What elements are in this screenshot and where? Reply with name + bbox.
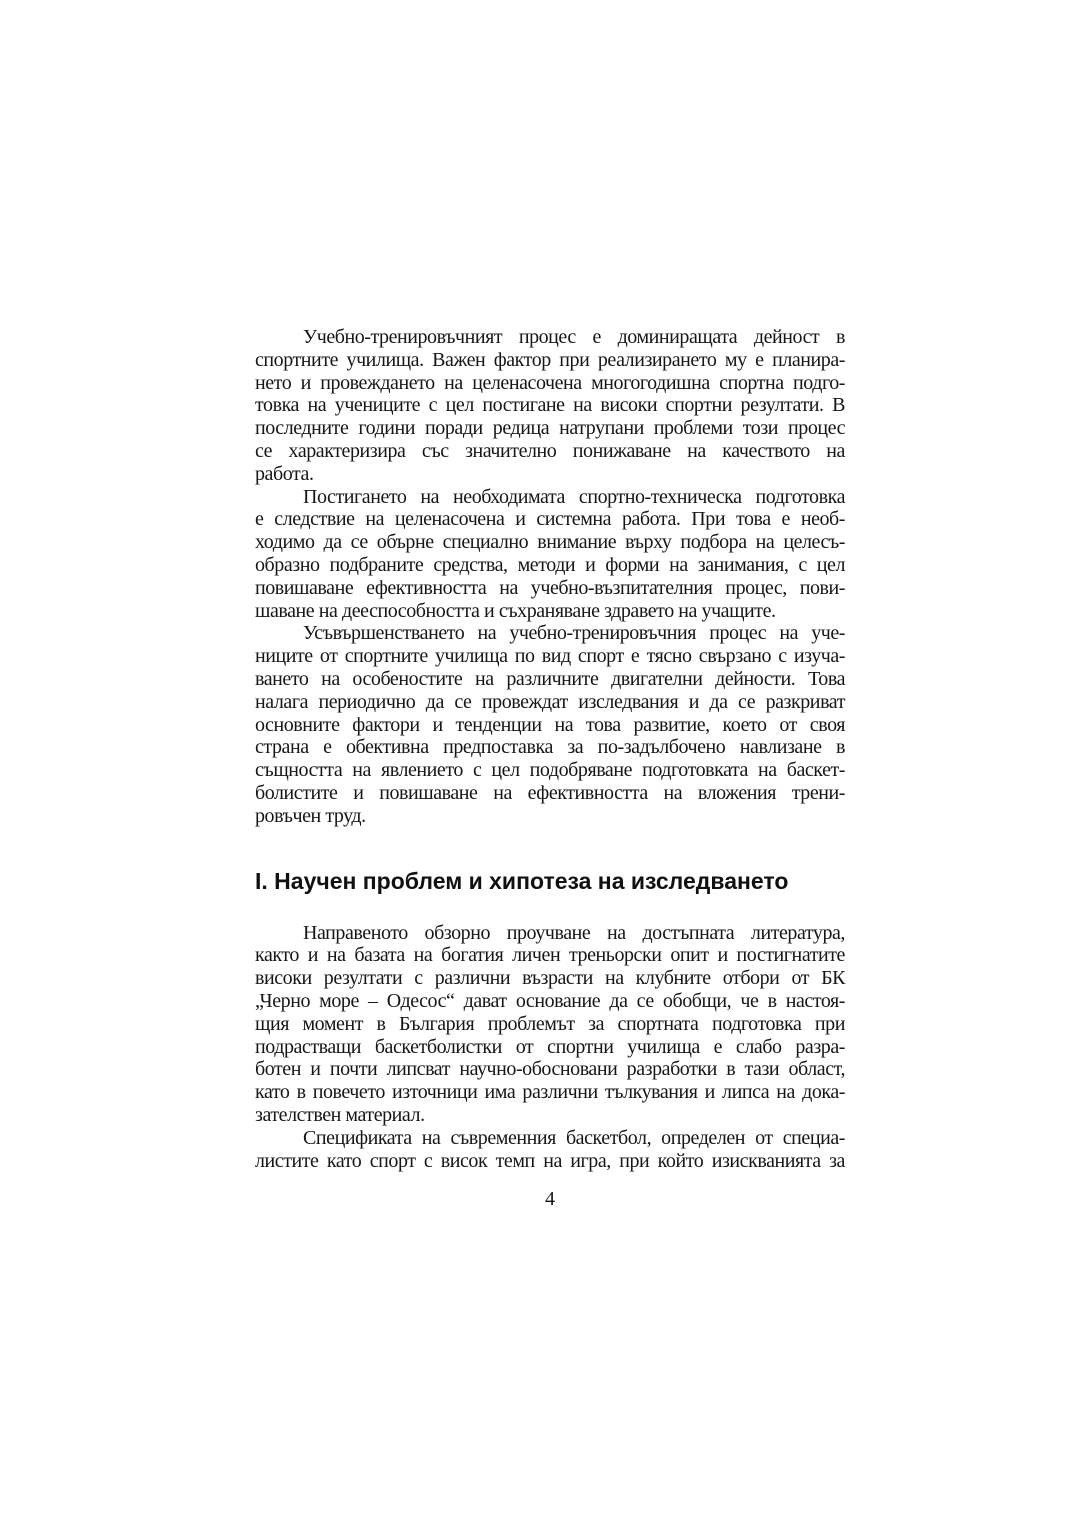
text-line: образно подбраните средства, методи и форми на занимания, с цел — [255, 553, 845, 576]
text-line: ниците от спортните училища по вид спорт е тясно свързано с изуча- — [255, 645, 845, 668]
text-line: се характеризира със значително понижаване на качеството на — [255, 439, 845, 462]
text-line: както и на базата на богатия личен треньорски опит и постигнатите — [255, 944, 845, 967]
text-line: последните години поради редица натрупани проблеми този процес — [255, 417, 845, 440]
text-line: Спецификата на съвременния баскетбол, определен от специа- — [303, 1126, 845, 1149]
text-line: Постигането на необходимата спортно-техническа подготовка — [303, 485, 845, 508]
text-line: ботен и почти липсват научно-обосновани разработки в тази област, — [255, 1058, 845, 1081]
text-line: основните фактори и тенденции на това развитие, което от своя — [255, 713, 845, 736]
text-line: същността на явлението с цел подобряване подготовката на баскет- — [255, 759, 845, 782]
paragraph — [255, 326, 845, 486]
text-line: листите като спорт с висок темп на игра, при който изискванията за — [255, 1149, 845, 1172]
text-line: „Черно море – Одесос“ дават основание да се обобщи, че в настоя- — [255, 989, 845, 1012]
text-column — [255, 326, 845, 1211]
text-line: ходимо да се обърне специално внимание върху подбора на целесъ- — [255, 531, 845, 554]
page-number: 4 — [545, 1188, 555, 1211]
text-line: Усъвършенстването на учебно-тренировъчния процес на уче- — [303, 622, 845, 645]
paragraph — [255, 622, 845, 827]
text-line: шаване на дееспособността и съхраняване здравето на учащите. — [255, 599, 776, 622]
text-line: зателствен материал. — [255, 1103, 425, 1126]
paragraphs-before-heading — [255, 326, 845, 828]
text-line: повишаване ефективността на учебно-възпитателния процес, пови- — [255, 576, 845, 599]
paragraph — [255, 486, 845, 623]
text-line: щия момент в България проблемът за спортната подготовка при — [255, 1012, 845, 1035]
text-line: спортните училища. Важен фактор при реализирането му е планира- — [255, 348, 845, 371]
text-line: налага периодично да се провеждат изследвания и да се разкриват — [255, 690, 845, 713]
paragraphs-after-heading — [255, 922, 845, 1173]
text-line: Учебно-тренировъчният процес е доминиращата дейност в — [303, 326, 845, 348]
text-line: подрастващи баскетболистки от спортни училища е слабо разра- — [255, 1035, 845, 1058]
text-line: товка на учениците с цел постигане на високи спортни резултати. В — [255, 394, 845, 417]
text-line: Направеното обзорно проучване на достъпната литература, — [303, 921, 845, 944]
text-line: високи резултати с различни възрасти на клубните отбори от БК — [255, 967, 845, 990]
text-line: нето и провеждането на целенасочена многогодишна спортна подго- — [255, 371, 845, 394]
text-line: страна е обективна предпоставка за по-задълбочено навлизане в — [255, 736, 845, 759]
text-line: ровъчен труд. — [255, 804, 366, 827]
text-line: работа. — [255, 462, 314, 485]
text-line: е следствие на целенасочена и системна работа. При това е необ- — [255, 508, 845, 531]
section-heading: I. Научен проблем и хипотеза на изследването — [255, 867, 789, 894]
text-line: ването на особеностите на различните двигателни дейности. Това — [255, 667, 845, 690]
text-line: като в повечето източници има различни тълкувания и липса на дока- — [255, 1081, 845, 1104]
paragraph — [255, 1127, 845, 1173]
paragraph — [255, 922, 845, 1127]
text-line: болистите и повишаване на ефективността на вложения трени- — [255, 781, 845, 804]
